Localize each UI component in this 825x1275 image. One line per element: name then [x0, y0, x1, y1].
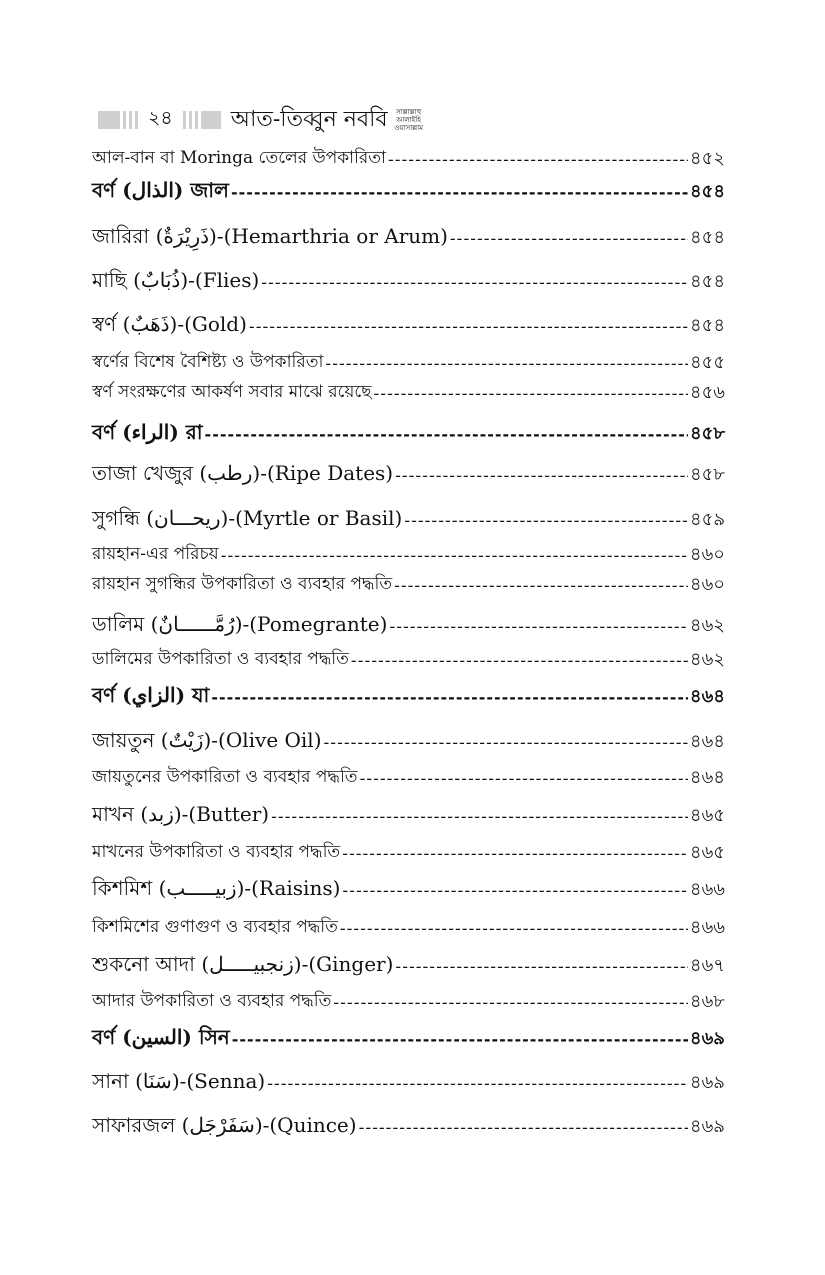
entry-title: সুগন্ধি (ريحـــان)-(Myrtle or Basil): [92, 505, 403, 530]
entry-page-number: ৪৬৯: [689, 1027, 725, 1049]
entry-title: ডালিম (رُمَّــــــانٌ)-(Pomegrante): [92, 611, 388, 636]
entry-title: সাফারজল (سَفَرْجَل)-(Quince): [92, 1112, 357, 1137]
page-number: ২৪: [148, 107, 173, 129]
entry-title: স্বর্ণের বিশেষ বৈশিষ্ট্য ও উপকারিতা: [92, 352, 324, 372]
entry-page-number: ৪৬৯: [689, 1071, 725, 1093]
toc-entry: [92, 1113, 725, 1141]
entry-page-number: ৪৫৪: [689, 180, 725, 202]
dot-leader: [395, 957, 687, 976]
dot-leader: [342, 881, 688, 900]
dot-leader: [359, 1118, 688, 1137]
salutation-line: আলাইহি: [396, 116, 421, 124]
dot-leader: [232, 1030, 688, 1049]
toc-entry: [92, 379, 725, 407]
dot-leader: [333, 993, 688, 1012]
book-title: আত-তিব্বুন নববি: [230, 106, 388, 132]
dot-leader: [389, 617, 687, 636]
toc-entry: [92, 268, 725, 296]
toc-entry: [92, 541, 725, 569]
entry-title: স্বর্ণ (ذَهَبٌ)-(Gold): [92, 311, 247, 336]
dot-leader: [395, 466, 688, 485]
section-heading-row: [92, 683, 725, 711]
entry-page-number: ৪৫৪: [689, 226, 725, 248]
dot-leader: [271, 807, 688, 826]
entry-page-number: ৪৬৭: [689, 954, 725, 976]
toc-entry: [92, 312, 725, 340]
entry-page-number: ৪৬৯: [689, 1115, 725, 1137]
dot-leader: [221, 546, 688, 565]
entry-title: আদার উপকারিতা ও ব্যবহার পদ্ধতি: [92, 991, 332, 1011]
entry-page-number: ৪৫৬: [689, 381, 725, 403]
toc-entry: [92, 952, 725, 980]
entry-page-number: ৪৬৫: [689, 804, 725, 826]
entry-title: স্বর্ণ সংরক্ষণের আকর্ষণ সবার মাঝে রয়েছে: [92, 382, 372, 402]
running-header: [98, 106, 448, 134]
entry-title: বর্ণ (الزاي) যা: [92, 682, 210, 707]
entry-page-number: ৪৬০: [689, 573, 725, 595]
entry-page-number: ৪৫৯: [689, 508, 725, 530]
toc-entry: [92, 876, 725, 904]
salutation-line: সাল্লাল্লাহু: [396, 108, 422, 116]
entry-title: শুকনো আদা (زنجبيـــــل)-(Ginger): [92, 951, 394, 976]
dot-leader: [351, 651, 688, 670]
entry-page-number: ৪৬৪: [689, 730, 725, 752]
toc-entry: [92, 988, 725, 1016]
entry-page-number: ৪৫৪: [689, 314, 725, 336]
entry-page-number: ৪৬৬: [689, 878, 725, 900]
toc-entry: [92, 571, 725, 599]
entry-title: রায়হান সুগন্ধির উপকারিতা ও ব্যবহার পদ্ধতি: [92, 574, 393, 594]
dot-leader: [267, 1074, 688, 1093]
entry-title: ডালিমের উপকারিতা ও ব্যবহার পদ্ধতি: [92, 649, 349, 669]
entry-title: মাখন (زبد)-(Butter): [92, 801, 270, 826]
dot-leader: [205, 425, 688, 444]
dot-leader: [324, 733, 688, 752]
dot-leader: [404, 511, 688, 530]
entry-title: জায়তুন (زَيْتٌ)-(Olive Oil): [92, 727, 322, 752]
toc-entry: [92, 612, 725, 640]
toc-entry: [92, 728, 725, 756]
entry-title: কিশমিশ (زبيـــــب)-(Raisins): [92, 875, 341, 900]
dot-leader: [249, 317, 688, 336]
section-heading-row: [92, 178, 725, 206]
entry-page-number: ৪৫৫: [689, 351, 725, 373]
entry-title: বর্ণ (الذال) জাল: [92, 177, 229, 202]
entry-page-number: ৪৫৮: [689, 422, 725, 444]
toc-entry: [92, 224, 725, 252]
toc-entry: [92, 764, 725, 792]
dot-leader: [450, 229, 688, 248]
dot-leader: [388, 150, 688, 169]
section-heading-row: [92, 420, 725, 448]
toc-entry: [92, 1069, 725, 1097]
entry-page-number: ৪৬০: [689, 543, 725, 565]
entry-page-number: ৪৬৫: [689, 841, 725, 863]
entry-title: তাজা খেজুর (رطب)-(Ripe Dates): [92, 460, 394, 485]
entry-title: বর্ণ (الراء) রা: [92, 419, 203, 444]
toc-entry: [92, 145, 725, 173]
entry-title: আল-বান বা Moringa তেলের উপকারিতা: [92, 148, 386, 168]
dot-leader: [261, 273, 688, 292]
entry-title: জারিরা (ذَرِيْرَةٌ)-(Hemarthria or Arum): [92, 223, 448, 248]
entry-page-number: ৪৬২: [689, 648, 725, 670]
dot-leader: [211, 688, 688, 707]
toc-entry: [92, 802, 725, 830]
dot-leader: [231, 183, 688, 202]
toc-entry: [92, 506, 725, 534]
entry-page-number: ৪৫৪: [689, 270, 725, 292]
dot-leader: [325, 354, 688, 373]
dot-leader: [394, 576, 688, 595]
toc-entry: [92, 349, 725, 377]
header-decoration-left: [98, 111, 138, 129]
section-heading-row: [92, 1025, 725, 1053]
entry-page-number: ৪৫৮: [689, 463, 725, 485]
entry-page-number: ৪৬৬: [689, 916, 725, 938]
toc-entry: [92, 839, 725, 867]
entry-title: মাছি (ذُبَابٌ)-(Flies): [92, 267, 260, 292]
entry-title: মাখনের উপকারিতা ও ব্যবহার পদ্ধতি: [92, 842, 341, 862]
entry-title: জায়তুনের উপকারিতা ও ব্যবহার পদ্ধতি: [92, 767, 358, 787]
entry-page-number: ৪৬৪: [689, 766, 725, 788]
salutation-mark: [393, 108, 425, 132]
entry-title: বর্ণ (السين) সিন: [92, 1024, 230, 1049]
entry-title: রায়হান-এর পরিচয়: [92, 544, 219, 564]
entry-page-number: ৪৫২: [689, 147, 725, 169]
toc-entry: [92, 914, 725, 942]
dot-leader: [374, 384, 688, 403]
dot-leader: [340, 919, 688, 938]
entry-page-number: ৪৬৮: [689, 990, 725, 1012]
entry-page-number: ৪৬৪: [689, 685, 725, 707]
dot-leader: [360, 769, 688, 788]
salutation-line: ওয়াসাল্লাম: [394, 124, 424, 132]
dot-leader: [342, 844, 688, 863]
header-decoration-right: [183, 111, 221, 129]
toc-entry: [92, 461, 725, 489]
entry-title: কিশমিশের গুণাগুণ ও ব্যবহার পদ্ধতি: [92, 917, 338, 937]
toc-entry: [92, 646, 725, 674]
entry-title: সানা (سَنَا)-(Senna): [92, 1068, 266, 1093]
entry-page-number: ৪৬২: [689, 614, 725, 636]
